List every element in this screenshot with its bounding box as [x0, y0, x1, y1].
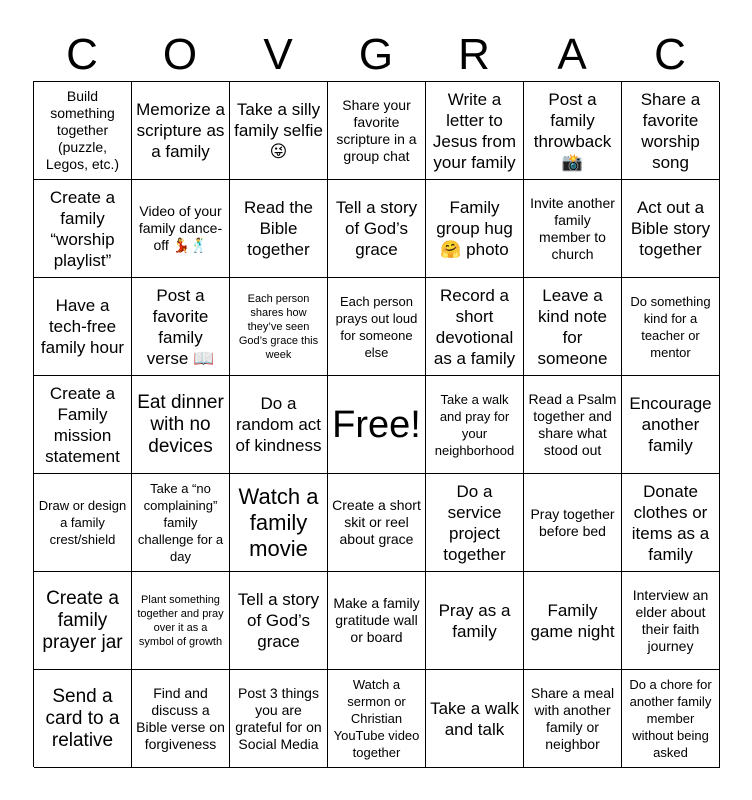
- cell-text: Each person prays out loud for someone else: [335, 293, 418, 360]
- bingo-cell[interactable]: [34, 376, 132, 474]
- cell-text: Share a favorite worship song: [640, 89, 701, 172]
- bingo-cell[interactable]: [34, 82, 132, 180]
- bingo-cell[interactable]: [230, 670, 328, 768]
- bingo-cell[interactable]: [132, 670, 230, 768]
- bingo-cell[interactable]: [622, 180, 720, 278]
- cell-text: Watch a sermon or Christian YouTube video together: [333, 677, 420, 760]
- bingo-cell[interactable]: [426, 376, 524, 474]
- bingo-cell[interactable]: [328, 670, 426, 768]
- bingo-cell[interactable]: [622, 376, 720, 474]
- cell-text: Watch a family movie: [238, 483, 319, 561]
- bingo-cell[interactable]: [230, 278, 328, 376]
- bingo-cell[interactable]: [426, 278, 524, 376]
- cell-text: Invite another family member to church: [530, 194, 615, 262]
- cell-text: Create a short skit or reel about grace: [332, 497, 421, 547]
- bingo-cell[interactable]: [622, 278, 720, 376]
- bingo-cell[interactable]: [622, 82, 720, 180]
- cell-text: Take a walk and talk: [430, 698, 519, 739]
- bingo-cell[interactable]: [524, 278, 622, 376]
- bingo-cell[interactable]: [426, 82, 524, 180]
- bingo-board: [33, 81, 719, 767]
- cell-text: Read a Psalm together and share what stood out: [528, 390, 617, 458]
- cell-text: Send a card to a relative: [45, 685, 120, 751]
- cell-text: Pray together before bed: [530, 505, 615, 539]
- bingo-cell[interactable]: [230, 474, 328, 572]
- header-letter: G: [358, 30, 394, 79]
- cell-text: Act out a Bible story together: [630, 198, 711, 259]
- cell-text: Tell a story of God’s grace: [335, 198, 418, 259]
- cell-text: Draw or design a family crest/shield: [38, 498, 127, 547]
- cell-text: Find and discuss a Bible verse on forgiveness: [136, 684, 225, 752]
- cell-text: Plant something together and pray over it as a symbol of growth: [137, 593, 224, 648]
- bingo-cell[interactable]: [132, 572, 230, 670]
- bingo-cell[interactable]: [524, 572, 622, 670]
- cell-text: Tell a story of God’s grace: [237, 590, 320, 651]
- bingo-cell[interactable]: [524, 82, 622, 180]
- bingo-cell[interactable]: [230, 376, 328, 474]
- bingo-cell[interactable]: [230, 180, 328, 278]
- bingo-cell[interactable]: [328, 572, 426, 670]
- bingo-cell[interactable]: [524, 670, 622, 768]
- cell-text: Do a service project together: [443, 481, 506, 564]
- bingo-cell[interactable]: [132, 278, 230, 376]
- cell-text: Pray as a family: [438, 600, 511, 641]
- bingo-cell[interactable]: [328, 278, 426, 376]
- cell-text: Each person shares how they’ve seen God’s grace this week: [238, 292, 319, 361]
- bingo-cell[interactable]: [426, 572, 524, 670]
- cell-text: Leave a kind note for someone: [537, 285, 608, 368]
- cell-text: Memorize a scripture as a family: [136, 100, 225, 161]
- bingo-cell[interactable]: [34, 572, 132, 670]
- bingo-header: [33, 28, 719, 82]
- header-letter: V: [263, 30, 293, 79]
- bingo-cell[interactable]: [622, 474, 720, 572]
- bingo-cell[interactable]: [34, 278, 132, 376]
- bingo-cell[interactable]: [622, 572, 720, 670]
- cell-text: Video of your family dance-off 💃🕺: [138, 203, 223, 253]
- free-space-label: Free!: [332, 403, 421, 446]
- cell-text: Create a family prayer jar: [42, 587, 123, 653]
- cell-text: Have a tech-free family hour: [40, 296, 125, 357]
- cell-text: Do a chore for another family member without being asked: [629, 677, 712, 760]
- cell-text: Record a short devotional as a family: [433, 285, 516, 368]
- bingo-cell[interactable]: [524, 474, 622, 572]
- bingo-cell[interactable]: [524, 376, 622, 474]
- bingo-cell[interactable]: [328, 180, 426, 278]
- cell-text: Create a family “worship playlist”: [49, 187, 116, 270]
- cell-text: Family group hug 🤗 photo: [436, 198, 513, 259]
- bingo-cell[interactable]: [328, 474, 426, 572]
- bingo-cell[interactable]: [132, 376, 230, 474]
- bingo-cell[interactable]: [328, 82, 426, 180]
- bingo-cell[interactable]: [426, 670, 524, 768]
- cell-text: Share your favorite scripture in a group chat: [336, 96, 417, 164]
- cell-text: Eat dinner with no devices: [137, 391, 224, 457]
- bingo-cell[interactable]: [132, 180, 230, 278]
- cell-text: Encourage another family: [629, 394, 712, 455]
- cell-text: Share a meal with another family or neighbor: [530, 684, 615, 752]
- bingo-cell[interactable]: [524, 180, 622, 278]
- cell-text: Read the Bible together: [244, 198, 313, 259]
- bingo-cell[interactable]: [132, 82, 230, 180]
- cell-text: Build something together (puzzle, Legos, etc.): [45, 88, 120, 172]
- bingo-cell[interactable]: [230, 82, 328, 180]
- header-letter: C: [654, 30, 686, 79]
- header-letter: O: [162, 30, 198, 79]
- cell-text: Donate clothes or items as a family: [631, 481, 710, 564]
- header-letter: A: [557, 30, 587, 79]
- cell-text: Do something kind for a teacher or mentor: [630, 293, 711, 360]
- header-letter: R: [458, 30, 490, 79]
- bingo-cell[interactable]: [426, 474, 524, 572]
- cell-text: Post a family throwback 📸: [533, 89, 612, 172]
- cell-text: Post 3 things you are grateful for on Social Media: [235, 684, 322, 752]
- bingo-cell[interactable]: [132, 474, 230, 572]
- cell-text: Create a Family mission statement: [45, 383, 120, 466]
- header-letter: C: [66, 30, 98, 79]
- bingo-cell[interactable]: [230, 572, 328, 670]
- free-space-cell[interactable]: [328, 376, 426, 474]
- cell-text: Write a letter to Jesus from your family: [432, 89, 517, 172]
- bingo-cell[interactable]: [34, 180, 132, 278]
- cell-text: Interview an elder about their faith journey: [632, 586, 709, 654]
- cell-text: Post a favorite family verse 📖: [146, 285, 215, 368]
- bingo-cell[interactable]: [622, 670, 720, 768]
- bingo-cell[interactable]: [34, 670, 132, 768]
- bingo-cell[interactable]: [426, 180, 524, 278]
- cell-text: Do a random act of kindness: [235, 394, 322, 455]
- cell-text: Take a “no complaining” family challenge for a day: [137, 481, 224, 564]
- cell-text: Make a family gratitude wall or board: [333, 595, 420, 645]
- cell-text: Family game night: [530, 600, 615, 641]
- cell-text: Take a silly family selfie 😜: [234, 100, 323, 161]
- cell-text: Take a walk and pray for your neighborhood: [434, 391, 515, 458]
- bingo-cell[interactable]: [34, 474, 132, 572]
